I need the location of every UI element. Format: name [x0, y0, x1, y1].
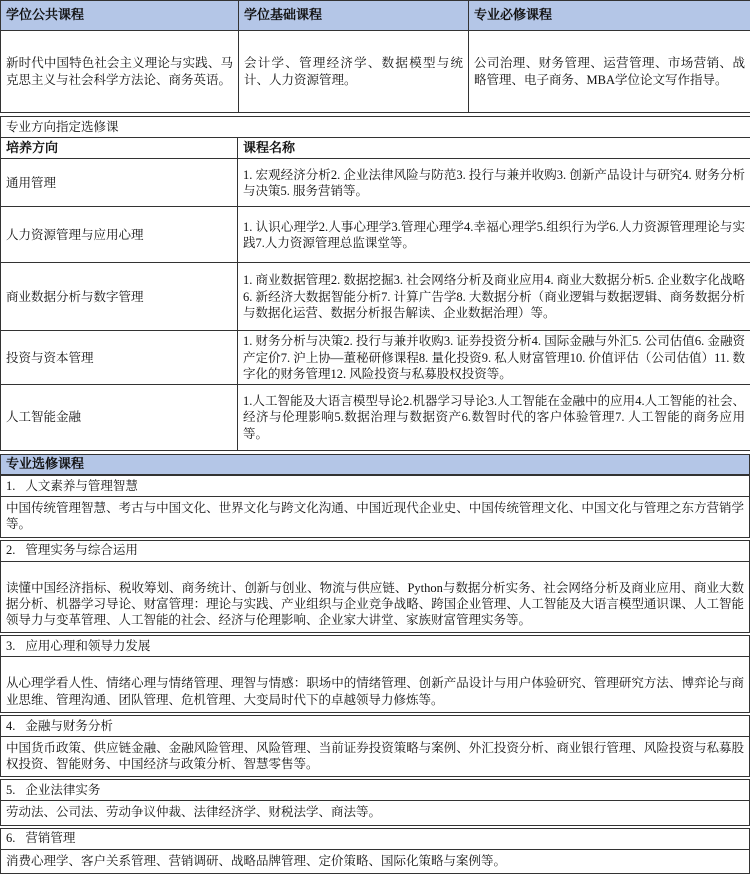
- header-required-courses: 专业必修课程: [469, 1, 750, 31]
- band-electives: 专业选修课程: [0, 454, 750, 475]
- table-row: [1, 385, 750, 451]
- section-number: 6.: [6, 831, 15, 845]
- section-content-row: [1, 736, 750, 777]
- course-list: 1. 认识心理学2.人事心理学3.管理心理学4.幸福心理学5.组织行为学6.人力资源管理理论与实践7.人力资源管理总监课堂等。: [238, 207, 750, 263]
- elective-section-4: [0, 715, 750, 778]
- table-row: [1, 263, 750, 331]
- section-number: 2.: [6, 543, 15, 557]
- required-courses-list: 公司治理、财务管理、运营管理、市场营销、战略管理、电子商务、MBA学位论文写作指导。: [469, 31, 750, 113]
- section-course-list: 从心理学看人性、情绪心理与情绪管理、理智与情感：职场中的情绪管理、创新产品设计与用户体验研究、管理研究方法、博弈论与商业思维、管理沟通、团队管理、危机管理、大变局时代下的卓越领导力修炼等。: [1, 657, 750, 713]
- section-header: [1, 540, 750, 561]
- section-header: [1, 636, 750, 657]
- elective-section-2: [0, 540, 750, 634]
- section-number: 5.: [6, 783, 15, 797]
- table-row: [1, 331, 750, 385]
- section-content-row: [1, 801, 750, 825]
- direction-label: 通用管理: [1, 159, 238, 207]
- section-title: 应用心理和领导力发展: [25, 639, 150, 653]
- section-course-list: 中国货币政策、供应链金融、金融风险管理、风险管理、当前证券投资策略与案例、外汇投资分析、商业银行管理、风险投资与私募股权投资、智能财务、中国经济与政策分析、智慧零售等。: [1, 736, 750, 777]
- section-header: [1, 828, 750, 849]
- elective-section-5: [0, 779, 750, 825]
- section-title: 管理实务与综合运用: [25, 543, 138, 557]
- section-title: 人文素养与管理智慧: [25, 479, 138, 493]
- directed-electives-band-row: [1, 117, 750, 138]
- section-header-row: [1, 540, 750, 561]
- degree-courses-table: [0, 0, 750, 113]
- section-title: 金融与财务分析: [25, 719, 113, 733]
- band-directed-electives: 专业方向指定选修课: [1, 117, 750, 138]
- course-list: 1.人工智能及大语言模型导论2.机器学习导论3.人工智能在金融中的应用4.人工智能的社会、经济与伦理影响5.数据治理与数据资产6.数智时代的客户体验管理7. 人工智能的商务应用等。: [238, 385, 750, 451]
- table-row: [1, 159, 750, 207]
- header-course-name: 课程名称: [238, 138, 750, 159]
- degree-courses-content-row: [1, 31, 750, 113]
- section-number: 3.: [6, 639, 15, 653]
- section-number: 1.: [6, 479, 15, 493]
- section-content-row: [1, 657, 750, 713]
- section-header-row: [1, 828, 750, 849]
- section-number: 4.: [6, 719, 15, 733]
- foundation-courses-list: 会计学、管理经济学、数据模型与统计、人力资源管理。: [239, 31, 469, 113]
- direction-label: 人工智能金融: [1, 385, 238, 451]
- elective-section-1: [0, 475, 750, 538]
- section-header: [1, 715, 750, 736]
- direction-label: 商业数据分析与数字管理: [1, 263, 238, 331]
- section-content-row: [1, 849, 750, 873]
- header-public-courses: 学位公共课程: [1, 1, 239, 31]
- section-course-list: 读懂中国经济指标、税收筹划、商务统计、创新与创业、物流与供应链、Python与数据分析实务、社会网络分析及商业应用、商业大数据分析、机器学习导论、财富管理：理论与实践、产业组织与企业竞争战略、跨国企业管理、人工智能及大语言模型通识课、人工智能领导力与变革管理、人工智能的社会、经济与伦理影响、企业家大讲堂、家族财富管理实务等。: [1, 561, 750, 633]
- section-title: 营销管理: [25, 831, 75, 845]
- section-header-row: [1, 715, 750, 736]
- section-header: [1, 476, 750, 497]
- header-foundation-courses: 学位基础课程: [239, 1, 469, 31]
- section-content-row: [1, 497, 750, 538]
- public-courses-list: 新时代中国特色社会主义理论与实践、马克思主义与社会科学方法论、商务英语。: [1, 31, 239, 113]
- section-course-list: 劳动法、公司法、劳动争议仲裁、法律经济学、财税法学、商法等。: [1, 801, 750, 825]
- directed-electives-subheader-row: [1, 138, 750, 159]
- direction-label: 投资与资本管理: [1, 331, 238, 385]
- course-list: 1. 商业数据管理2. 数据挖掘3. 社会网络分析及商业应用4. 商业大数据分析5. 企业数字化战略6. 新经济大数据智能分析7. 计算广告学8. 大数据分析（商业逻辑与数据逻辑、商务数据分析与数据化运营、数据分析报告解读、企业数据治理）等。: [238, 263, 750, 331]
- table-row: [1, 207, 750, 263]
- section-title: 企业法律实务: [25, 783, 100, 797]
- section-header-row: [1, 780, 750, 801]
- degree-courses-header-row: [1, 1, 750, 31]
- elective-section-6: [0, 828, 750, 874]
- section-course-list: 消费心理学、客户关系管理、营销调研、战略品牌管理、定价策略、国际化策略与案例等。: [1, 849, 750, 873]
- section-content-row: [1, 561, 750, 633]
- header-direction: 培养方向: [1, 138, 238, 159]
- elective-section-3: [0, 635, 750, 713]
- course-list: 1. 财务分析与决策2. 投行与兼并收购3. 证券投资分析4. 国际金融与外汇5. 公司估值6. 金融资产定价7. 沪上协—董秘研修课程8. 量化投资9. 私人财富管理10. 价值评估（公司估值）11. 数字化的财务管理12. 风险投资与私募股权投资等。: [238, 331, 750, 385]
- section-header-row: [1, 636, 750, 657]
- course-list: 1. 宏观经济分析2. 企业法律风险与防范3. 投行与兼并收购3. 创新产品设计与研究4. 财务分析与决策5. 服务营销等。: [238, 159, 750, 207]
- section-header-row: [1, 476, 750, 497]
- direction-label: 人力资源管理与应用心理: [1, 207, 238, 263]
- section-course-list: 中国传统管理智慧、考古与中国文化、世界文化与跨文化沟通、中国近现代企业史、中国传统管理文化、中国文化与管理之东方营销学等。: [1, 497, 750, 538]
- section-header: [1, 780, 750, 801]
- directed-electives-table: [0, 116, 750, 451]
